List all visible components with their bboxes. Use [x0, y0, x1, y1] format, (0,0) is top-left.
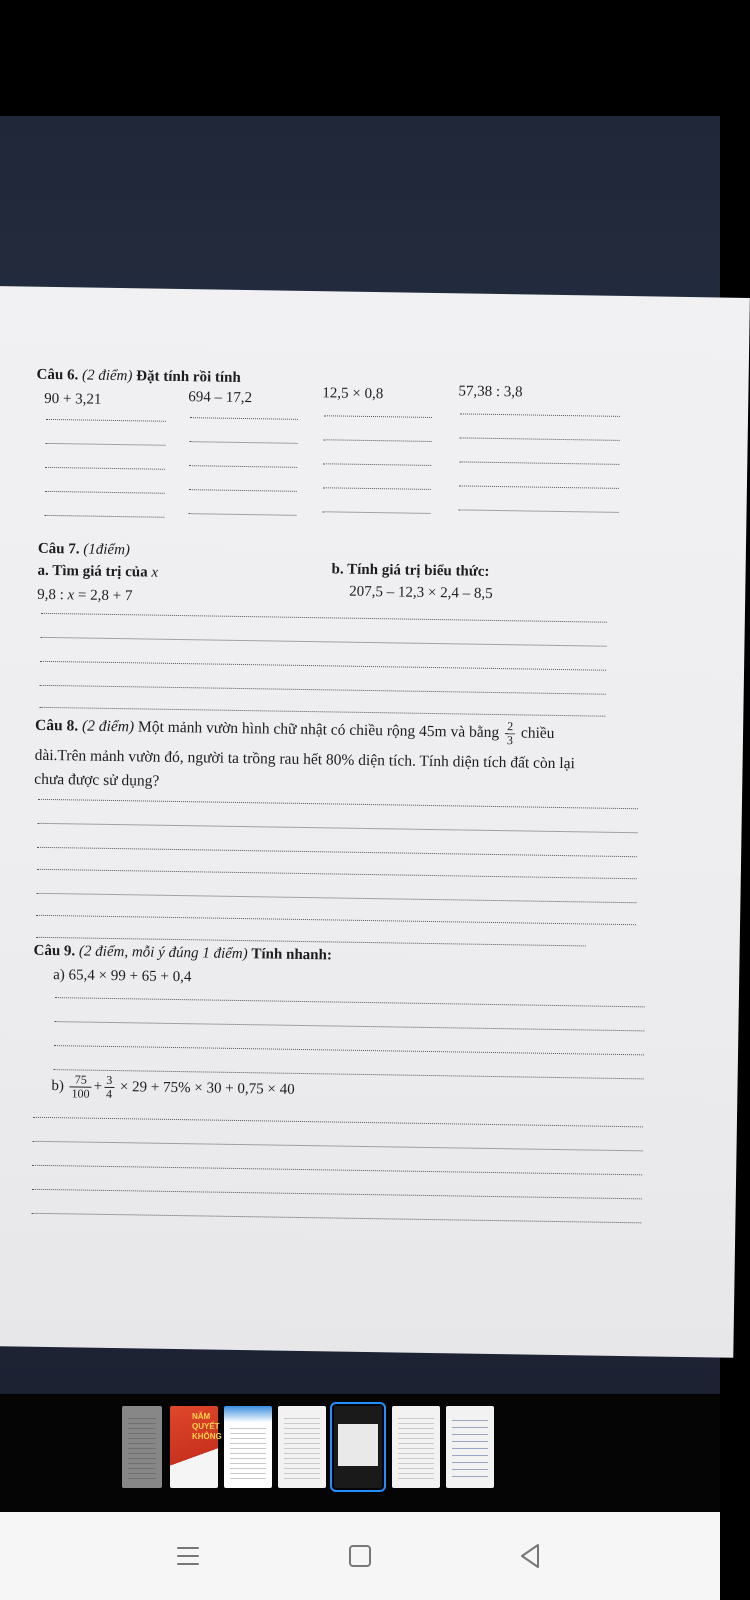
q8-answer-lines	[0, 286, 750, 298]
q7-a-equation: 9,8 : x = 2,8 + 7	[37, 586, 133, 605]
thumbnail-3[interactable]	[224, 1406, 272, 1488]
q6-expr-3: 12,5 × 0,8	[322, 385, 384, 403]
q6-expr-1: 90 + 3,21	[44, 390, 102, 408]
thumbnail-strip[interactable]	[0, 1394, 720, 1512]
q8-line-2: dài.Trên mảnh vườn đó, người ta trồng rau hết 80% diện tích. Tính diện tích đất còn lại	[34, 746, 575, 773]
back-button[interactable]	[508, 1534, 552, 1578]
menu-icon	[177, 1547, 199, 1565]
q6-expr-4: 57,38 : 3,8	[458, 383, 523, 401]
q9-heading: Câu 9. (2 điểm, mỗi ý đúng 1 điểm) Tính nhanh:	[33, 942, 333, 964]
q9-b-fraction-1: $\frac{75}{100}$	[69, 1073, 91, 1100]
q7-answer-lines	[0, 286, 750, 298]
q7-b-label: b. Tính giá trị biểu thức:	[331, 561, 490, 580]
q8-line-3: chưa được sử dụng?	[34, 770, 160, 790]
thumbnail-4[interactable]	[278, 1406, 326, 1488]
q9-b-fraction-2: $\frac{3}{4}$	[105, 1072, 113, 1102]
thumbnail-7[interactable]	[446, 1406, 494, 1488]
menu-button[interactable]	[166, 1534, 210, 1578]
q7-heading: Câu 7. (1điểm)	[37, 540, 131, 559]
q9-b-answer-lines	[0, 286, 750, 298]
navigation-bar	[0, 1512, 720, 1600]
thumbnail-5-selected[interactable]	[334, 1406, 382, 1488]
worksheet-page	[0, 286, 750, 1358]
q9-a: a) 65,4 × 99 + 65 + 0,4	[53, 967, 192, 986]
q9-a-answer-lines	[0, 286, 750, 298]
thumbnail-6[interactable]	[392, 1406, 440, 1488]
thumbnail-2-text: NĂM QUYẾT KHÔNG	[192, 1412, 222, 1441]
status-area	[0, 0, 720, 116]
q8-line-1: Câu 8. (2 điểm) Một mảnh vườn hình chữ nhật có chiều rộng 45m và bằng $\frac{2}{3}$ chiều	[34, 716, 555, 748]
photo-viewer[interactable]	[0, 116, 720, 1394]
thumbnail-2[interactable]	[170, 1406, 222, 1488]
home-button[interactable]	[338, 1534, 382, 1578]
back-icon	[518, 1543, 542, 1569]
home-icon	[349, 1545, 371, 1567]
q6-heading: Câu 6. (2 điểm) Đặt tính rồi tính	[36, 366, 241, 386]
q7-a-label: a. Tìm giá trị của x	[37, 562, 159, 581]
q7-b-expression: 207,5 – 12,3 × 2,4 – 8,5	[349, 583, 493, 602]
thumbnail-1[interactable]	[122, 1406, 162, 1488]
q6-answer-lines	[0, 286, 750, 298]
q8-fraction: $\frac{2}{3}$	[506, 719, 514, 748]
q6-expr-2: 694 – 17,2	[188, 389, 253, 407]
q9-b: b) $\frac{75}{100}$ + $\frac{3}{4}$ × 29 + 75% × 30 + 0,75 × 40	[51, 1072, 295, 1102]
